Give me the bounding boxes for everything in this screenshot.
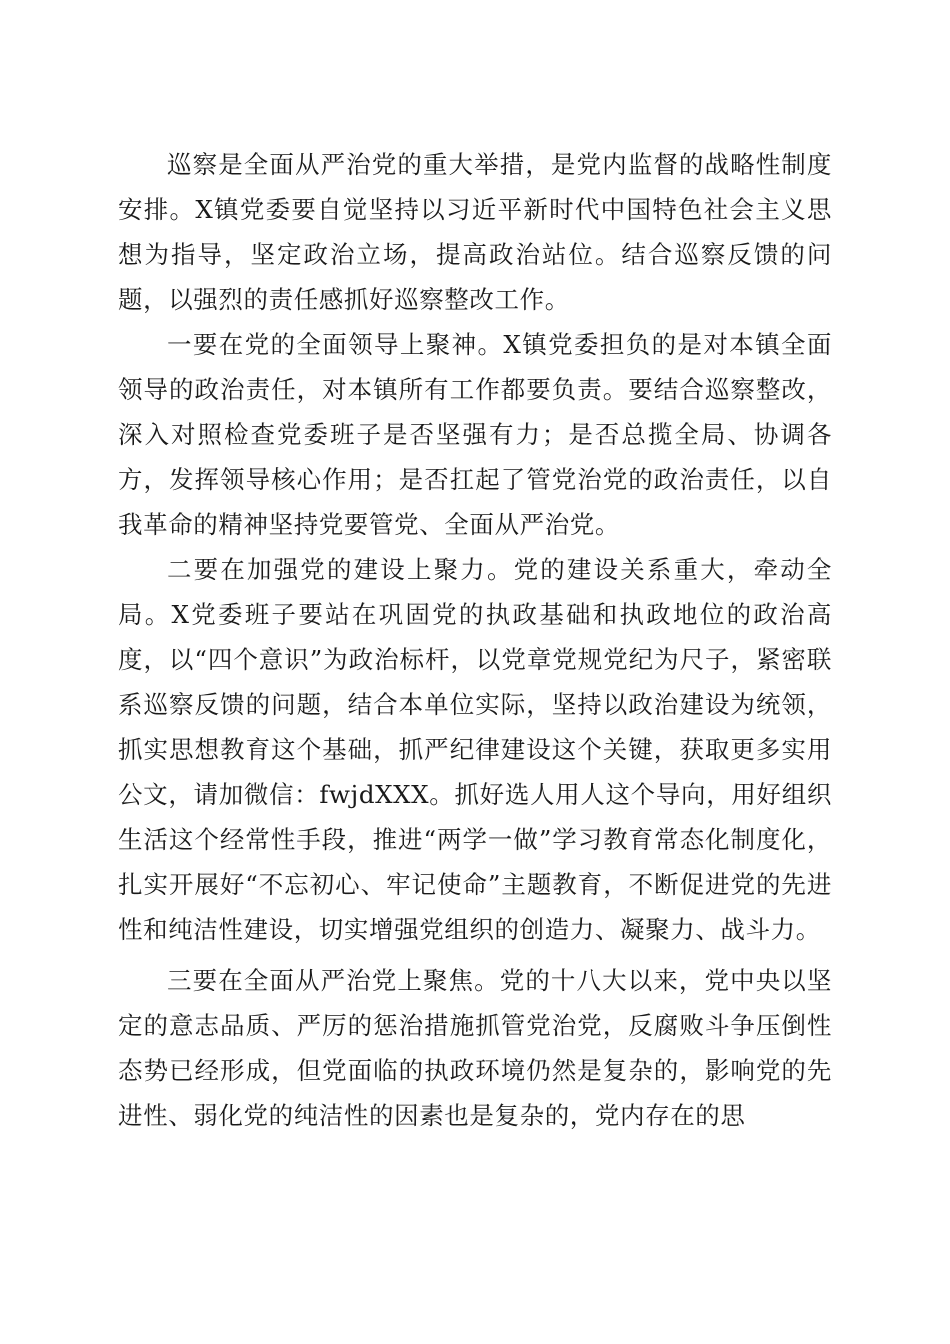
paragraph-third-point: 三要在全面从严治党上聚焦。党的十八大以来，党中央以坚定的意志品质、严厉的惩治措施抓管党治党，反腐败斗争压倒性态势已经形成，但党面临的执政环境仍然是复杂的，影响党的先进性、弱化党的纯洁性的因素也是复杂的，党内存在的思 bbox=[118, 966, 832, 1130]
paragraph-first-point: 一要在党的全面领导上聚神。X镇党委担负的是对本镇全面领导的政治责任，对本镇所有工作都要负责。要结合巡察整改，深入对照检查党委班子是否坚强有力；是否总揽全局、协调各方，发挥领导核心作用；是否扛起了管党治党的政治责任，以自我革命的精神坚持党要管党、全面从严治党。 bbox=[118, 330, 832, 539]
document-body bbox=[118, 142, 832, 1138]
paragraph-intro: 巡察是全面从严治党的重大举措，是党内监督的战略性制度安排。X镇党委要自觉坚持以习近平新时代中国特色社会主义思想为指导，坚定政治立场，提高政治站位。结合巡察反馈的问题，以强烈的责任感抓好巡察整改工作。 bbox=[118, 150, 832, 314]
paragraph-second-point: 二要在加强党的建设上聚力。党的建设关系重大，牵动全局。X党委班子要站在巩固党的执政基础和执政地位的政治高度，以“四个意识”为政治标杆，以党章党规党纪为尺子，紧密联系巡察反馈的问题，结合本单位实际，坚持以政治建设为统领，抓实思想教育这个基础，抓严纪律建设这个关键，获取更多实用公文，请加微信：fwjdXXX。抓好选人用人这个导向，用好组织生活这个经常性手段，推进“两学一做”学习教育常态化制度化，扎实开展好“不忘初心、牢记使命”主题教育，不断促进党的先进性和纯洁性建设，切实增强党组织的创造力、凝聚力、战斗力。 bbox=[118, 555, 832, 944]
